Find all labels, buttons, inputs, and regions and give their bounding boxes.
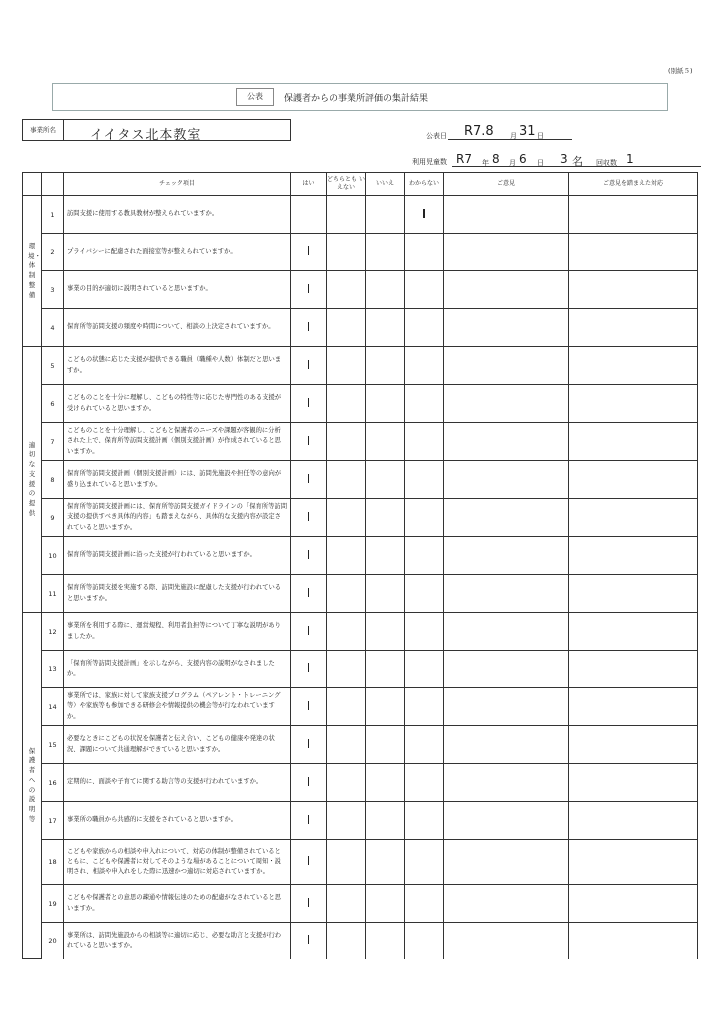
evaluation-table <box>22 172 698 959</box>
opinion-cell <box>444 347 569 385</box>
tally-mark <box>308 856 309 865</box>
table-row <box>23 885 698 923</box>
opinion-cell <box>444 651 569 688</box>
question-number: 10 <box>42 537 64 575</box>
answer-no-cell <box>366 923 405 959</box>
tally-mark <box>423 209 424 218</box>
table-row <box>23 764 698 802</box>
answer-neither-cell <box>327 461 366 499</box>
response-cell <box>569 726 698 764</box>
question-number: 11 <box>42 575 64 613</box>
answer-yes-cell <box>291 764 327 802</box>
response-cell <box>569 271 698 309</box>
answer-neither-cell <box>327 196 366 234</box>
answer-yes-cell <box>291 726 327 764</box>
answer-yes-cell <box>291 347 327 385</box>
opinion-cell <box>444 885 569 923</box>
response-cell <box>569 499 698 537</box>
question-number: 2 <box>42 234 64 271</box>
answer-yes-cell <box>291 651 327 688</box>
tally-mark <box>308 284 309 293</box>
question-text: 事業所では、家族に対して家族支援プログラム（ペアレント・トレーニング等）や家族等も参加できる研修会や情報提供の機会等が行なわれていますか。 <box>64 688 291 726</box>
question-text: こどものことを十分理解し、こどもと保護者のニーズや課題が客観的に分析された上で、保育所等訪問支援計画（個別支援計画）が作成されていると思いますか。 <box>64 423 291 461</box>
opinion-cell <box>444 461 569 499</box>
table-row <box>23 840 698 885</box>
opinion-cell <box>444 271 569 309</box>
question-text: こどものことを十分に理解し、こどもの特性等に応じた専門性のある支援が受けられていると思いますか。 <box>64 385 291 423</box>
response-cell <box>569 651 698 688</box>
response-cell <box>569 423 698 461</box>
table-row <box>23 461 698 499</box>
answer-no-cell <box>366 234 405 271</box>
answer-unknown-cell <box>405 613 444 651</box>
question-number: 13 <box>42 651 64 688</box>
tally-mark <box>308 701 309 710</box>
answer-unknown-cell <box>405 726 444 764</box>
header-check: チェック項目 <box>64 173 291 196</box>
response-cell <box>569 234 698 271</box>
tally-mark <box>308 550 309 559</box>
answer-no-cell <box>366 840 405 885</box>
published-value-a: R7.8 <box>464 124 494 139</box>
answer-unknown-cell <box>405 923 444 959</box>
answer-yes-cell <box>291 923 327 959</box>
opinion-cell <box>444 196 569 234</box>
answer-no-cell <box>366 575 405 613</box>
response-cell <box>569 196 698 234</box>
answer-no-cell <box>366 688 405 726</box>
response-cell <box>569 885 698 923</box>
tally-mark <box>308 246 309 255</box>
opinion-cell <box>444 613 569 651</box>
answer-unknown-cell <box>405 234 444 271</box>
published-day-unit: 日 <box>537 132 544 140</box>
answer-unknown-cell <box>405 575 444 613</box>
answer-unknown-cell <box>405 461 444 499</box>
tally-mark <box>308 512 309 521</box>
answer-unknown-cell <box>405 385 444 423</box>
response-cell <box>569 764 698 802</box>
answer-neither-cell <box>327 423 366 461</box>
answer-yes-cell <box>291 840 327 885</box>
answer-yes-cell <box>291 423 327 461</box>
answer-neither-cell <box>327 499 366 537</box>
question-text: 事業所を利用する際に、運営規程、利用者負担等について丁寧な説明がありましたか。 <box>64 613 291 651</box>
question-number: 15 <box>42 726 64 764</box>
users-month: 8 <box>492 152 500 166</box>
header-no: いいえ <box>366 173 405 196</box>
tally-mark <box>308 898 309 907</box>
question-number: 18 <box>42 840 64 885</box>
tally-mark <box>308 588 309 597</box>
answer-no-cell <box>366 461 405 499</box>
question-number: 16 <box>42 764 64 802</box>
question-text: プライバシーに配慮された面接室等が整えられていますか。 <box>64 234 291 271</box>
question-number: 5 <box>42 347 64 385</box>
answer-no-cell <box>366 537 405 575</box>
header-blank <box>42 173 64 196</box>
question-text: 保育所等訪問支援計画に沿った支援が行われていると思いますか。 <box>64 537 291 575</box>
question-text: 保育所等訪問支援計画（個別支援計画）には、訪問先施設や担任等の意向が盛り込まれていると思いますか。 <box>64 461 291 499</box>
answer-neither-cell <box>327 802 366 840</box>
header-opinion: ご意見 <box>444 173 569 196</box>
table-row <box>23 537 698 575</box>
response-cell <box>569 461 698 499</box>
table-row <box>23 688 698 726</box>
answer-neither-cell <box>327 613 366 651</box>
category-label: 適切な支援の提供 <box>28 440 36 517</box>
answer-yes-cell <box>291 575 327 613</box>
answer-neither-cell <box>327 726 366 764</box>
category-label: 保護者への説明等 <box>28 746 36 823</box>
table-row <box>23 726 698 764</box>
response-cell <box>569 385 698 423</box>
answer-no-cell <box>366 802 405 840</box>
question-text: 保育所等訪問支援を実施する際、訪問先施設に配慮した支援が行われていると思いますか。 <box>64 575 291 613</box>
opinion-cell <box>444 234 569 271</box>
answer-no-cell <box>366 196 405 234</box>
tally-mark <box>308 815 309 824</box>
answer-no-cell <box>366 423 405 461</box>
answer-yes-cell <box>291 234 327 271</box>
response-cell <box>569 840 698 885</box>
published-value-b: 31 <box>519 124 536 139</box>
office-name: イイタス北本教室 <box>90 128 202 143</box>
question-number: 3 <box>42 271 64 309</box>
opinion-cell <box>444 537 569 575</box>
table-row <box>23 613 698 651</box>
answer-neither-cell <box>327 575 366 613</box>
table-row <box>23 651 698 688</box>
published-month-unit: 月 <box>510 132 517 140</box>
collected-label: 回収数 <box>596 159 617 167</box>
users-label: 利用児童数 <box>412 158 447 166</box>
table-row <box>23 385 698 423</box>
answer-unknown-cell <box>405 537 444 575</box>
opinion-cell <box>444 688 569 726</box>
category-cell <box>23 613 42 959</box>
answer-unknown-cell <box>405 423 444 461</box>
table-row <box>23 499 698 537</box>
answer-unknown-cell <box>405 840 444 885</box>
table-row <box>23 234 698 271</box>
category-cell <box>23 196 42 347</box>
answer-yes-cell <box>291 537 327 575</box>
tally-mark <box>308 436 309 445</box>
answer-yes-cell <box>291 461 327 499</box>
answer-neither-cell <box>327 688 366 726</box>
question-number: 1 <box>42 196 64 234</box>
answer-unknown-cell <box>405 309 444 347</box>
answer-yes-cell <box>291 309 327 347</box>
office-label: 事業所名 <box>22 119 64 141</box>
answer-yes-cell <box>291 271 327 309</box>
answer-neither-cell <box>327 537 366 575</box>
opinion-cell <box>444 499 569 537</box>
answer-neither-cell <box>327 271 366 309</box>
answer-unknown-cell <box>405 764 444 802</box>
opinion-cell <box>444 764 569 802</box>
answer-no-cell <box>366 309 405 347</box>
response-cell <box>569 309 698 347</box>
answer-no-cell <box>366 385 405 423</box>
tally-mark <box>308 663 309 672</box>
question-number: 8 <box>42 461 64 499</box>
answer-unknown-cell <box>405 347 444 385</box>
opinion-cell <box>444 840 569 885</box>
answer-yes-cell <box>291 196 327 234</box>
count-unit: 名 <box>572 155 583 168</box>
question-text: 「保育所等訪問支援計画」を示しながら、支援内容の説明がなされましたか。 <box>64 651 291 688</box>
table-row <box>23 923 698 959</box>
question-text: 保育所等訪問支援計画には、保育所等訪問支援ガイドラインの「保育所等訪問支援の提供すべき具体的内容」も踏まえながら、具体的な支援内容が設定されていると思いますか。 <box>64 499 291 537</box>
response-cell <box>569 347 698 385</box>
answer-unknown-cell <box>405 271 444 309</box>
question-number: 4 <box>42 309 64 347</box>
header-neither: どちらとも いえない <box>327 173 366 196</box>
table-row <box>23 575 698 613</box>
question-number: 7 <box>42 423 64 461</box>
answer-yes-cell <box>291 688 327 726</box>
response-cell <box>569 613 698 651</box>
answer-neither-cell <box>327 309 366 347</box>
table-row <box>23 196 698 234</box>
users-count: 3 <box>560 152 568 166</box>
attachment-label: (別紙５) <box>668 67 693 75</box>
answer-no-cell <box>366 347 405 385</box>
day-unit: 日 <box>537 159 544 167</box>
table-row <box>23 423 698 461</box>
question-number: 17 <box>42 802 64 840</box>
question-text: こどもや保護者との意思の疎通や情報伝達のための配慮がなされていると思いますか。 <box>64 885 291 923</box>
header-blank <box>23 173 42 196</box>
question-text: こどもや家族からの相談や申入れについて、対応の体制が整備されているとともに、こどもや保護者に対してそのような場があることについて周知・説明され、相談や申入れをした際に迅速かつ適切に対応されていますか。 <box>64 840 291 885</box>
answer-no-cell <box>366 613 405 651</box>
category-label: 環境・体制整備 <box>28 241 41 299</box>
response-cell <box>569 688 698 726</box>
public-tag: 公表 <box>236 88 274 106</box>
opinion-cell <box>444 726 569 764</box>
tally-mark <box>308 739 309 748</box>
table-row <box>23 271 698 309</box>
year-unit: 年 <box>482 159 489 167</box>
tally-mark <box>308 935 309 944</box>
answer-unknown-cell <box>405 885 444 923</box>
header-yes: はい <box>291 173 327 196</box>
answer-yes-cell <box>291 613 327 651</box>
answer-neither-cell <box>327 385 366 423</box>
tally-mark <box>308 398 309 407</box>
answer-no-cell <box>366 885 405 923</box>
answer-yes-cell <box>291 885 327 923</box>
answer-neither-cell <box>327 840 366 885</box>
category-cell <box>23 347 42 613</box>
question-number: 14 <box>42 688 64 726</box>
answer-no-cell <box>366 499 405 537</box>
answer-unknown-cell <box>405 196 444 234</box>
answer-no-cell <box>366 764 405 802</box>
answer-neither-cell <box>327 347 366 385</box>
response-cell <box>569 802 698 840</box>
answer-unknown-cell <box>405 688 444 726</box>
question-text: 事業所は、訪問先施設からの相談等に適切に応じ、必要な助言と支援が行われていると思いますか。 <box>64 923 291 959</box>
tally-mark <box>308 777 309 786</box>
opinion-cell <box>444 423 569 461</box>
question-number: 12 <box>42 613 64 651</box>
users-era: R7 <box>456 152 472 166</box>
opinion-cell <box>444 575 569 613</box>
collected-count: 1 <box>626 152 634 166</box>
opinion-cell <box>444 923 569 959</box>
question-number: 19 <box>42 885 64 923</box>
response-cell <box>569 575 698 613</box>
answer-unknown-cell <box>405 802 444 840</box>
question-text: 事業所の職員から共感的に支援をされていると思いますか。 <box>64 802 291 840</box>
answer-neither-cell <box>327 885 366 923</box>
users-day: 6 <box>519 152 527 166</box>
question-number: 6 <box>42 385 64 423</box>
question-text: 訪問支援に使用する教具教材が整えられていますか。 <box>64 196 291 234</box>
question-text: 事業の目的が適切に説明されていると思いますか。 <box>64 271 291 309</box>
answer-yes-cell <box>291 499 327 537</box>
answer-no-cell <box>366 651 405 688</box>
answer-neither-cell <box>327 651 366 688</box>
response-cell <box>569 537 698 575</box>
answer-neither-cell <box>327 234 366 271</box>
response-cell <box>569 923 698 959</box>
tally-mark <box>308 626 309 635</box>
tally-mark <box>308 322 309 331</box>
question-text: 定期的に、面談や子育てに関する助言等の支援が行われていますか。 <box>64 764 291 802</box>
tally-mark <box>308 474 309 483</box>
table-row <box>23 347 698 385</box>
opinion-cell <box>444 385 569 423</box>
opinion-cell <box>444 802 569 840</box>
question-number: 20 <box>42 923 64 959</box>
page-title: 保護者からの事業所評価の集計結果 <box>284 94 429 104</box>
answer-no-cell <box>366 271 405 309</box>
question-text: こどもの状態に応じた支援が提供できる職員（職種や人数）体制だと思いますか。 <box>64 347 291 385</box>
table-row <box>23 802 698 840</box>
answer-yes-cell <box>291 385 327 423</box>
header-unknown: わからない <box>405 173 444 196</box>
answer-yes-cell <box>291 802 327 840</box>
table-row <box>23 309 698 347</box>
tally-mark <box>308 360 309 369</box>
question-number: 9 <box>42 499 64 537</box>
month-unit: 月 <box>509 159 516 167</box>
opinion-cell <box>444 309 569 347</box>
answer-neither-cell <box>327 923 366 959</box>
header-response: ご意見を踏まえた対応 <box>569 173 698 196</box>
question-text: 保育所等訪問支援の頻度や時間について、相談の上決定されていますか。 <box>64 309 291 347</box>
table-header-row <box>23 173 698 196</box>
answer-neither-cell <box>327 764 366 802</box>
answer-no-cell <box>366 726 405 764</box>
answer-unknown-cell <box>405 651 444 688</box>
published-label: 公表日 <box>426 132 447 140</box>
answer-unknown-cell <box>405 499 444 537</box>
question-text: 必要なときにこどもの状況を保護者と伝え合い、こどもの健康や発達の状況、課題について共通理解ができていると思いますか。 <box>64 726 291 764</box>
